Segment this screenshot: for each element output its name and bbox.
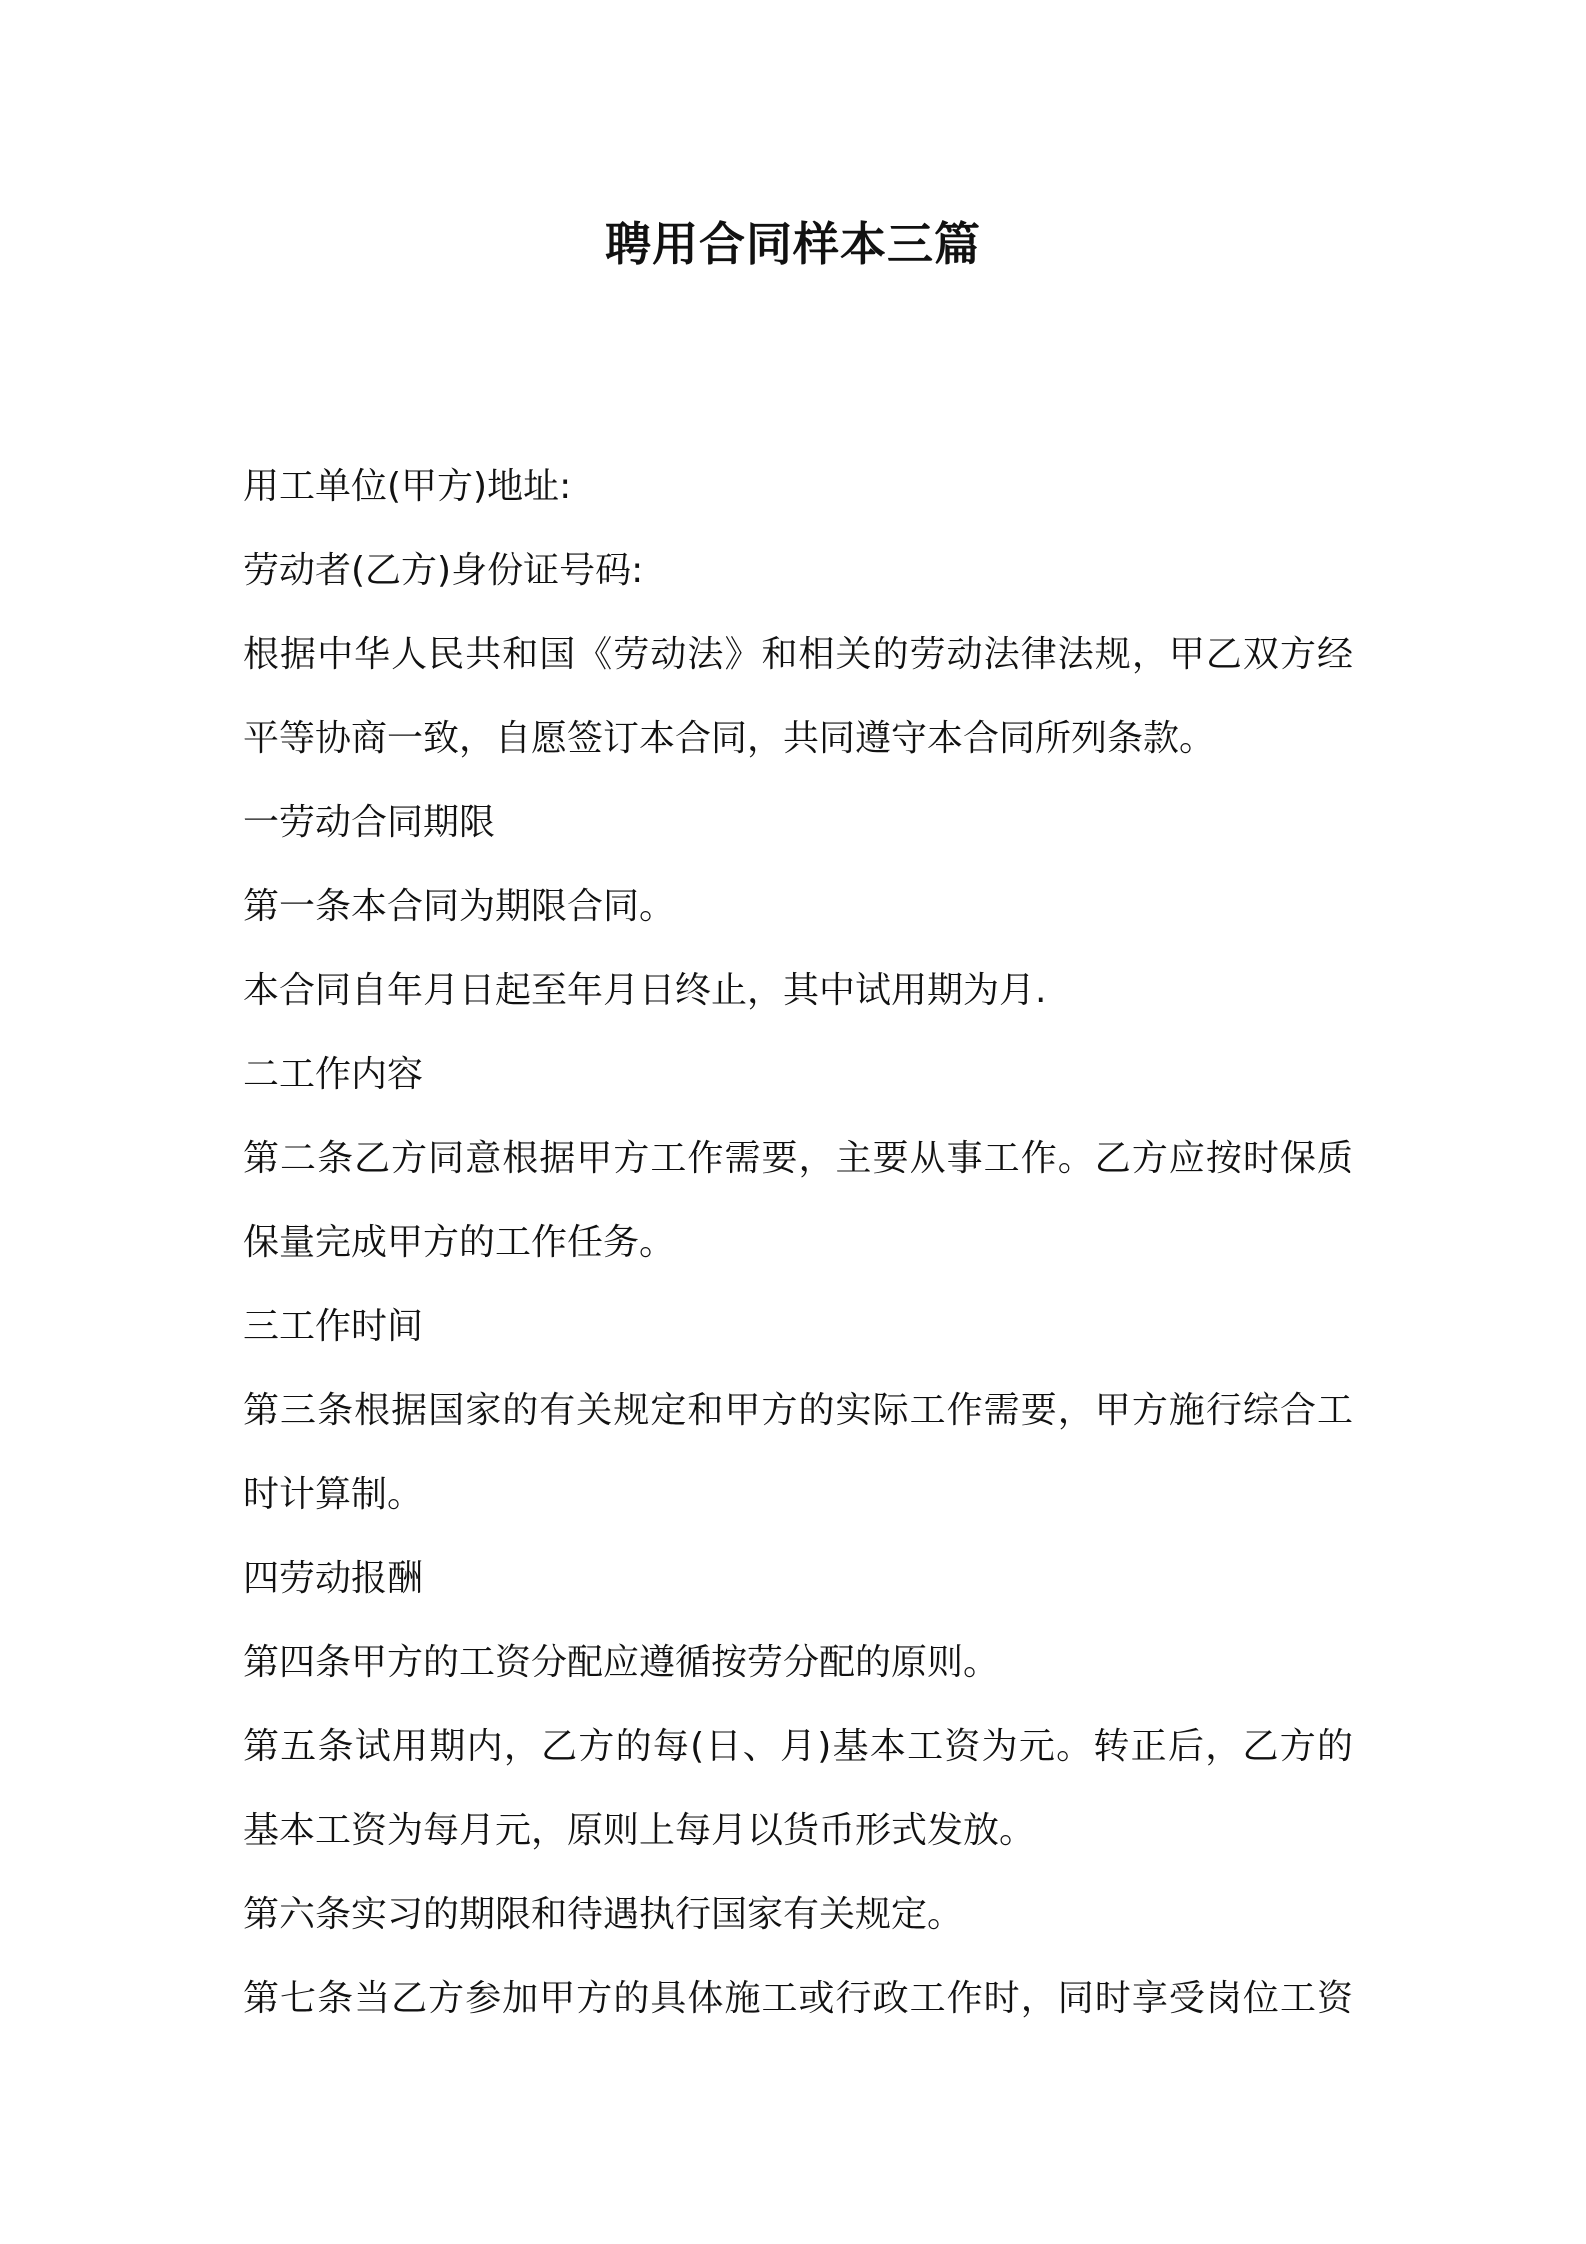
text-line: 保量完成甲方的工作任务。: [243, 1222, 676, 1263]
text-line: 二工作内容: [243, 1054, 424, 1095]
text-line: 基本工资为每月元，原则上每月以货币形式发放。: [243, 1810, 1036, 1851]
text-line: 时计算制。: [243, 1474, 424, 1515]
text-line: 第五条试用期内，乙方的每(日、月)基本工资为元。转正后，乙方的: [243, 1726, 1353, 1767]
text-line: 第三条根据国家的有关规定和甲方的实际工作需要，甲方施行综合工: [243, 1390, 1353, 1431]
text-line: 第六条实习的期限和待遇执行国家有关规定。: [243, 1894, 964, 1935]
text-line: 第七条当乙方参加甲方的具体施工或行政工作时，同时享受岗位工资: [243, 1978, 1353, 2019]
text-line: 三工作时间: [243, 1306, 424, 1347]
text-line: 平等协商一致，自愿签订本合同，共同遵守本合同所列条款。: [243, 718, 1216, 759]
text-line: 用工单位(甲方)地址:: [243, 466, 572, 507]
text-line: 劳动者(乙方)身份证号码:: [243, 550, 644, 591]
text-line: 一劳动合同期限: [243, 802, 496, 843]
document-body: [243, 445, 1353, 2041]
text-line: 根据中华人民共和国《劳动法》和相关的劳动法律法规，甲乙双方经: [243, 634, 1353, 675]
text-line: 本合同自年月日起至年月日终止，其中试用期为月.: [243, 970, 1047, 1011]
text-line: 第一条本合同为期限合同。: [243, 886, 676, 927]
text-line: 四劳动报酬: [243, 1558, 424, 1599]
document-title: 聘用合同样本三篇: [605, 217, 981, 271]
text-line: 第四条甲方的工资分配应遵循按劳分配的原则。: [243, 1642, 1000, 1683]
text-line: 第二条乙方同意根据甲方工作需要，主要从事工作。乙方应按时保质: [243, 1138, 1353, 1179]
